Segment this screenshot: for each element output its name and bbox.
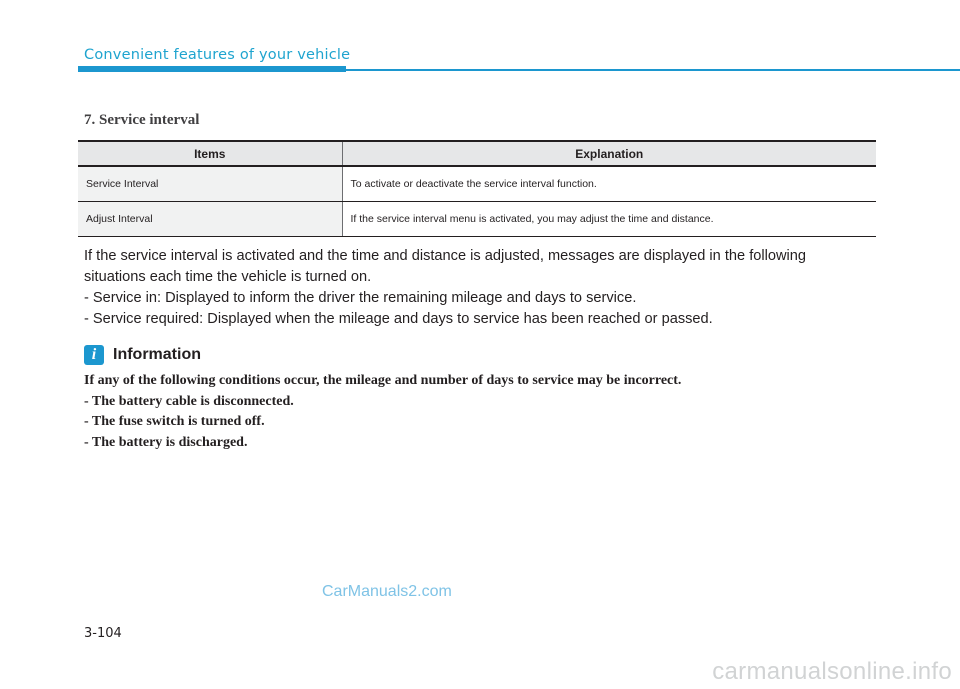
section-title: 7. Service interval — [84, 112, 200, 128]
service-interval-table — [78, 140, 876, 237]
header-accent-bar — [78, 66, 346, 72]
information-line: - The battery cable is disconnected. — [84, 393, 294, 409]
body-paragraph — [84, 246, 884, 330]
paragraph-line: situations each time the vehicle is turned on. — [84, 269, 372, 285]
paragraph-line: - Service in: Displayed to inform the driver the remaining mileage and days to service. — [84, 290, 637, 306]
chapter-title: Convenient features of your vehicle — [84, 47, 351, 63]
table-cell-explanation: To activate or deactivate the service interval function. — [342, 166, 876, 202]
table-cell-explanation: If the service interval menu is activated, you may adjust the time and distance. — [342, 202, 876, 237]
column-header-explanation: Explanation — [342, 141, 876, 166]
table-cell-item: Adjust Interval — [78, 202, 342, 237]
table-header-row — [78, 141, 876, 166]
footer-watermark: carmanualsonline.info — [712, 658, 952, 685]
information-title: Information — [113, 346, 201, 363]
information-line: If any of the following conditions occur, the mileage and number of days to service may be incorrect. — [84, 373, 682, 388]
information-line: - The fuse switch is turned off. — [84, 414, 265, 429]
paragraph-line: If the service interval is activated and the time and distance is adjusted, messages are displayed in the following — [84, 248, 806, 264]
carmanuals-watermark: CarManuals2.com — [322, 583, 452, 600]
column-header-items: Items — [78, 141, 342, 166]
info-icon: i — [84, 345, 104, 365]
table-row — [78, 202, 876, 237]
information-body — [84, 371, 884, 453]
page-number: 3-104 — [84, 626, 122, 641]
table-cell-item: Service Interval — [78, 166, 342, 202]
information-line: - The battery is discharged. — [84, 434, 248, 450]
table-row — [78, 166, 876, 202]
header-rule — [346, 69, 960, 71]
paragraph-line: - Service required: Displayed when the mileage and days to service has been reached or passed. — [84, 311, 713, 327]
